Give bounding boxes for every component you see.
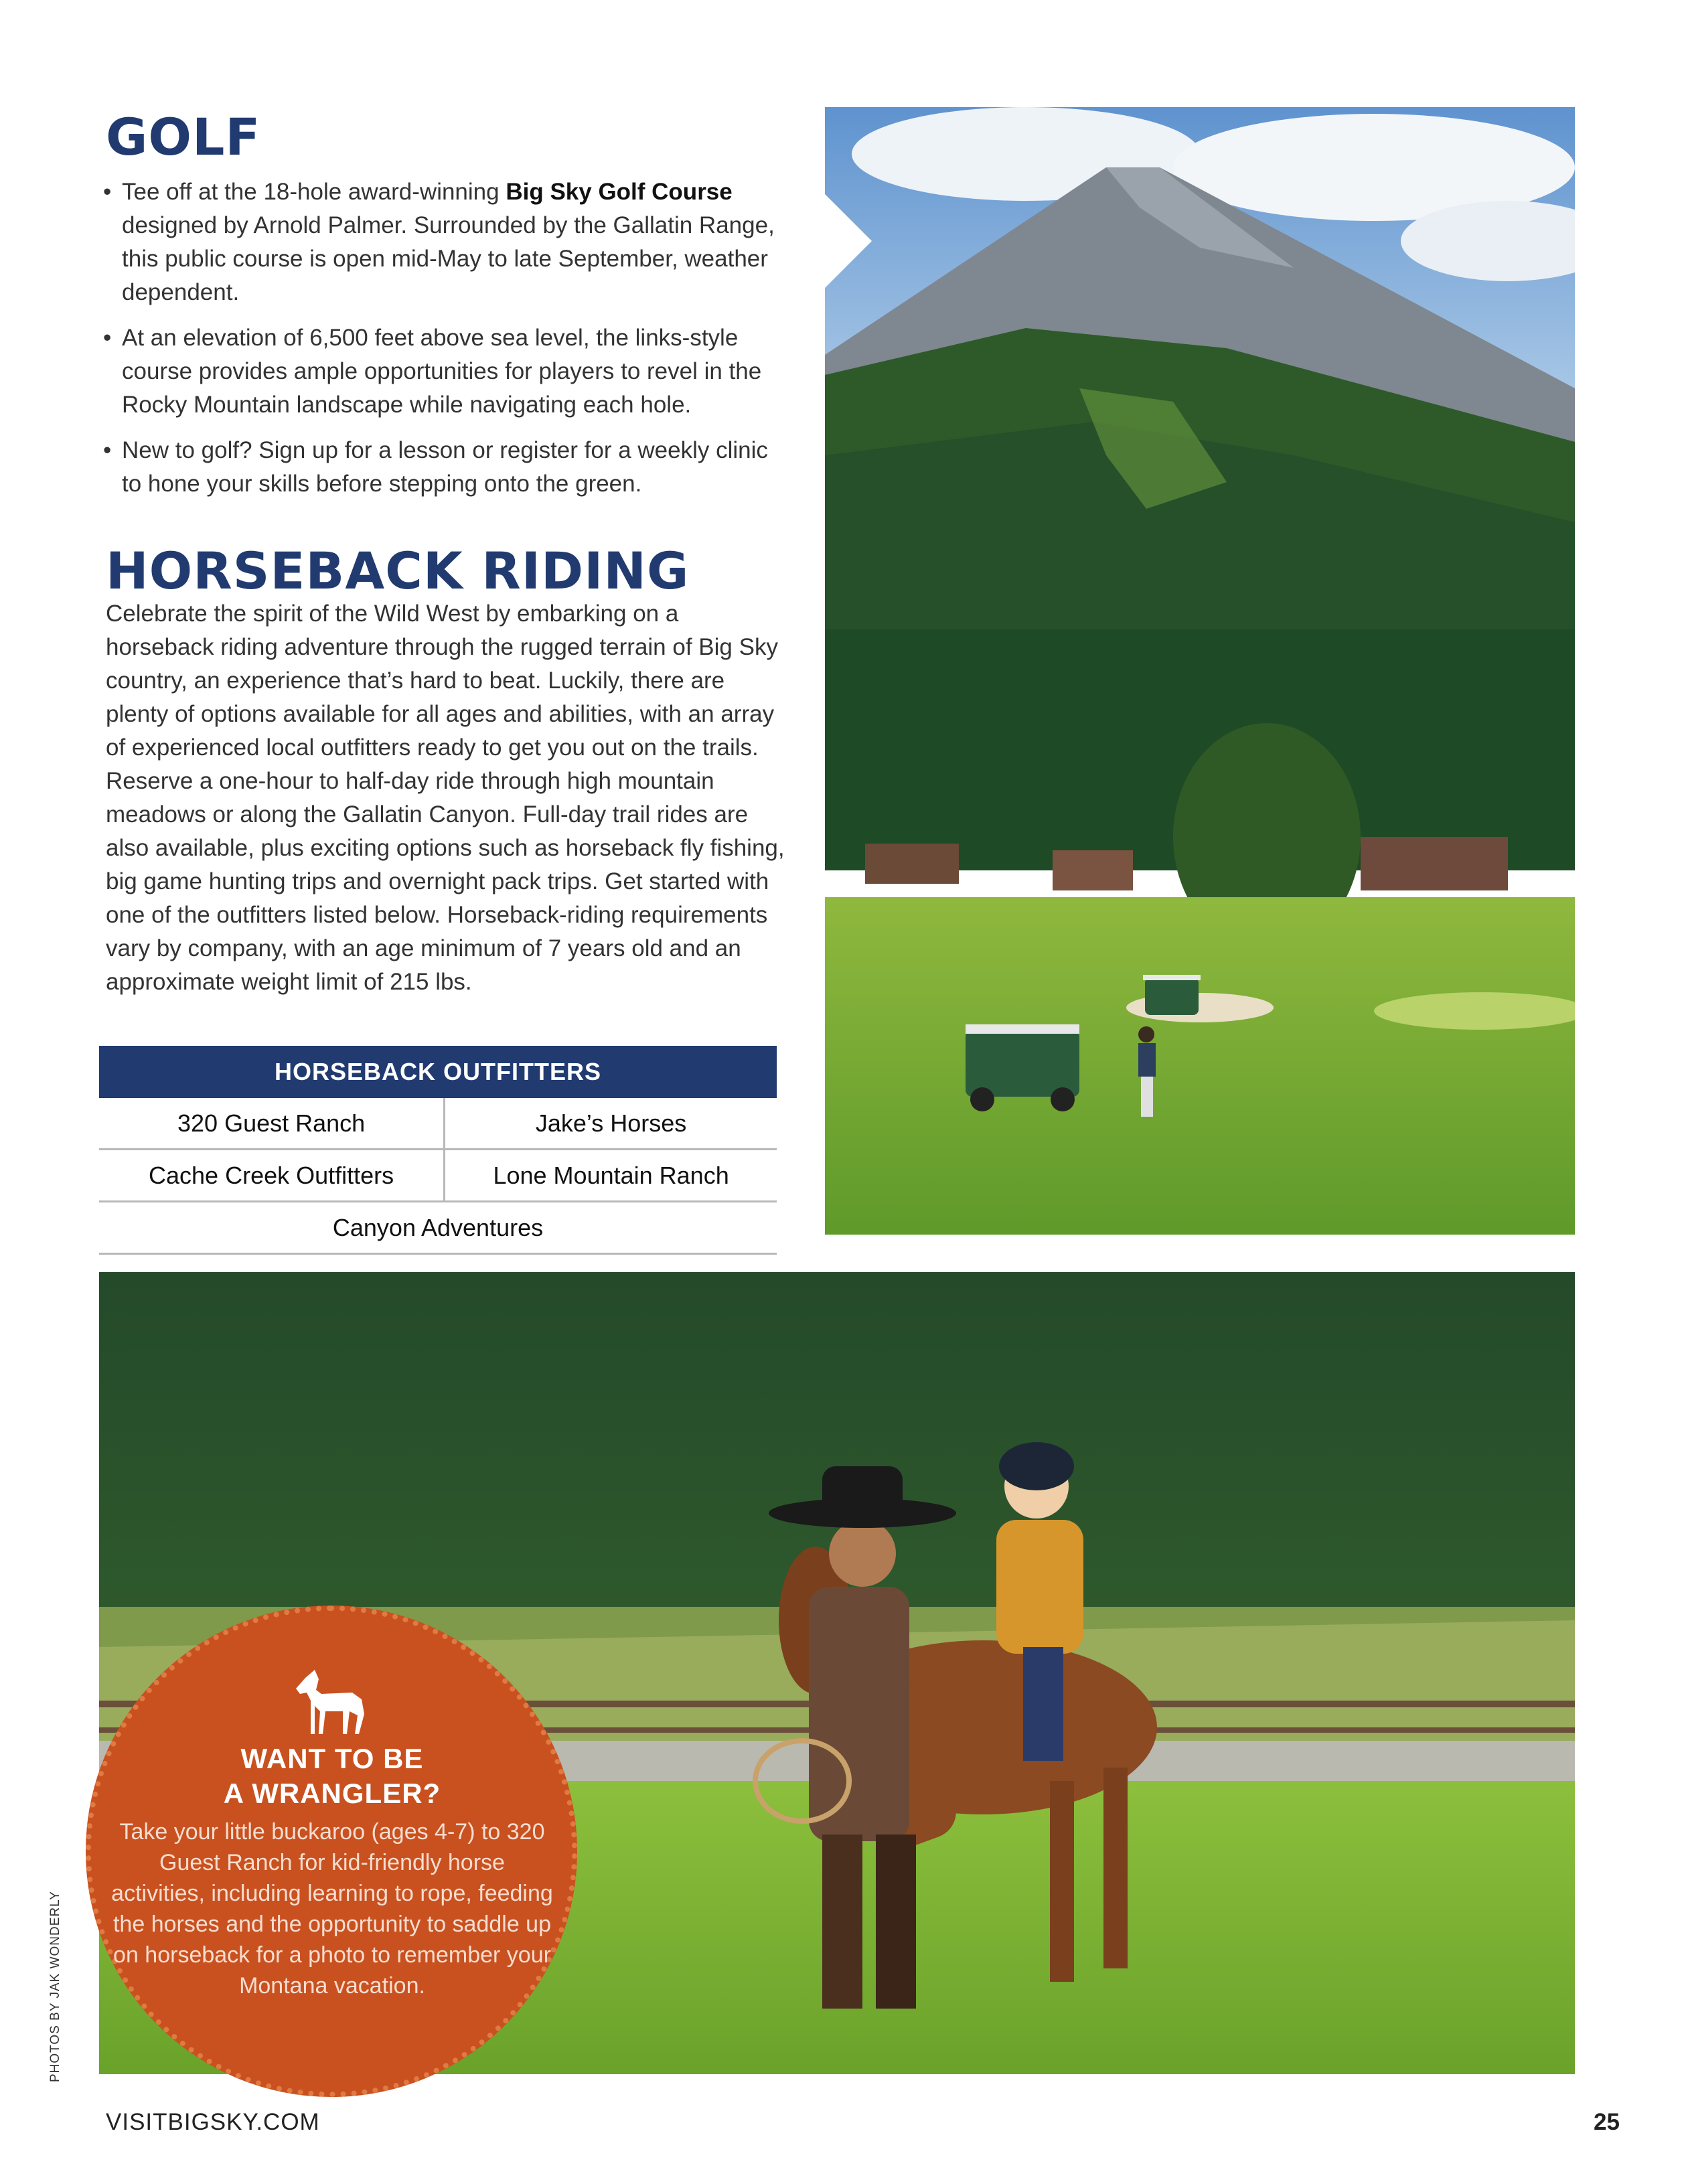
- table-cell: Canyon Adventures: [99, 1202, 777, 1254]
- bullet-text: Tee off at the 18-hole award-winning: [122, 179, 506, 205]
- photo-credit: PHOTOS BY JAK WONDERLY: [48, 1891, 62, 2082]
- callout-title-line: A WRANGLER?: [223, 1778, 441, 1809]
- table-cell: 320 Guest Ranch: [99, 1098, 445, 1150]
- outfitters-table: [99, 1046, 777, 1255]
- callout-content: [111, 1664, 553, 2001]
- callout-title-line: WANT TO BE: [240, 1743, 424, 1774]
- footer-url[interactable]: VISITBIGSKY.COM: [106, 2109, 320, 2135]
- golf-heading: GOLF: [106, 107, 261, 167]
- callout-body: Take your little buckaroo (ages 4-7) to 320 Guest Ranch for kid-friendly horse activities, including learning to rope, feeding the horses and the opportunity to saddle up on horseback for a photo to remember your Montana vacation.: [111, 1819, 553, 1999]
- golf-bullet-2: • At an elevation of 6,500 feet above sea level, the links-style course provides ample opportunities for players to revel in the Rocky Mountain landscape while navigating each hole.: [102, 321, 778, 422]
- callout-title: [111, 1741, 553, 1811]
- golf-course-photo: [825, 107, 1575, 1235]
- table-row: [99, 1098, 777, 1150]
- table-cell: Cache Creek Outfitters: [99, 1150, 445, 1202]
- golf-bullet-3: • New to golf? Sign up for a lesson or register for a weekly clinic to hone your skills before stepping onto the green.: [102, 434, 778, 501]
- table-row: [99, 1202, 777, 1254]
- golf-bullet-list: [102, 175, 778, 513]
- horse-icon: [292, 1664, 372, 1738]
- wrangler-callout: [86, 1606, 577, 2097]
- horseback-paragraph: Celebrate the spirit of the Wild West by embarking on a horseback riding adventure through the rugged terrain of Big Sky country, an experience that’s hard to beat. Luckily, there are plenty of options available for all ages and abilities, with an array of experienced local outfitters ready to get you out on the trails. Reserve a one-hour to half-day ride through high mountain meadows or along the Gallatin Canyon. Full-day trail rides are also available, plus exciting options such as horseback fly fishing, big game hunting trips and overnight pack trips. Get started with one of the outfitters listed below. Horseback-riding requirements vary by company, with an age minimum of 7 years old and an approximate weight limit of 215 lbs.: [106, 601, 785, 995]
- page-number: 25: [1594, 2109, 1620, 2135]
- golf-bullet-1: [102, 175, 778, 309]
- table-cell: Jake’s Horses: [445, 1098, 777, 1150]
- golf-course-name: Big Sky Golf Course: [506, 179, 733, 205]
- table-row: [99, 1150, 777, 1202]
- bullet-text: designed by Arnold Palmer. Surrounded by the Gallatin Range, this public course is open mid-May to late September, weather dependent.: [122, 212, 775, 305]
- table-cell: Lone Mountain Ranch: [445, 1150, 777, 1202]
- horseback-heading: HORSEBACK RIDING: [106, 541, 690, 601]
- outfitters-table-title: HORSEBACK OUTFITTERS: [99, 1046, 777, 1098]
